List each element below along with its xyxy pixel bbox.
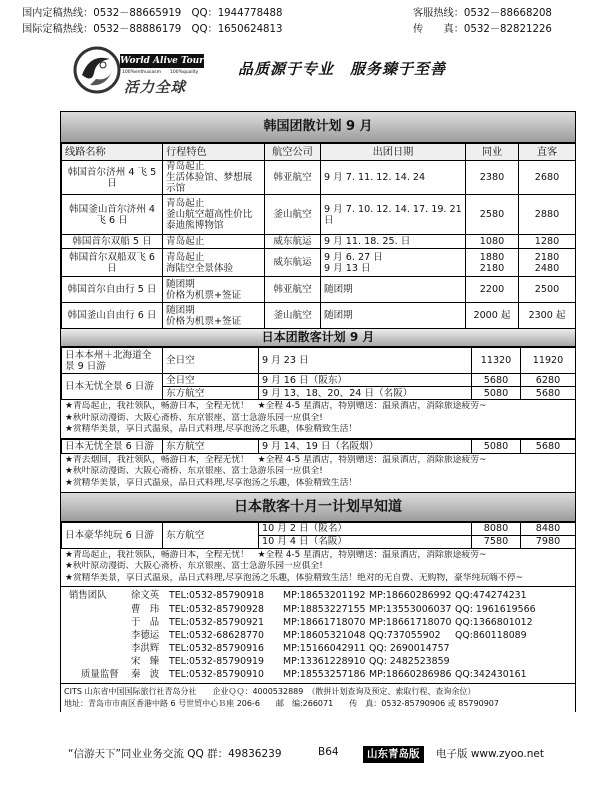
trade-price: 1080 [466,235,519,249]
qq-group: “信游天下”同业业务交流 QQ 群：49836239 [68,748,282,760]
airline: 韩亚航空 [265,161,321,195]
contact-tel: TEL:0532-85790919 [169,656,264,668]
note-line: ★赏精华美景，享日式温泉，品日式料理,尽享泡汤之乐趣，体验精致生活！ [65,477,358,488]
note-line: ★赏精华美景，享日式温泉，品日式料理,尽享泡汤之乐趣，体验精致生活！ [65,424,358,435]
departure-dates: 9 月 11. 18. 25. 日 [321,235,466,249]
contact-row [65,642,575,655]
contact-row [65,655,575,668]
hotlines [22,6,582,38]
korea-table [61,143,576,329]
japan10-section-title: 日本散客十月一计划早知道 [61,493,575,522]
departure-dates: 随团期 [321,277,466,303]
airline: 全日空 [163,374,259,387]
airline: 全日空 [163,348,259,374]
trade-price: 1880 2180 [466,249,519,277]
contact-name: 曹 玮 [131,603,160,615]
domestic-hotline: 国内定稿热线：0532－88665919 QQ：1944778488 [22,8,283,19]
logo-chinese: 活力全球 [124,80,186,96]
table-row [62,522,576,535]
header-airline: 航空公司 [265,144,321,161]
contact-mobile: MP:13361228910 [283,656,366,668]
contact-mobile: MP:18605321048 [283,629,366,641]
contact-mobile-2: MP:13553006037 [369,603,452,615]
contact-qq-1: QQ:737055902 [369,629,441,641]
note-line: ★秋叶原动漫街、大阪心斋桥、东京银座、富士急游乐园一应俱全! [65,412,323,423]
route-name: 韩国釜山自由行 6 日 [62,303,163,329]
sales-team-label: 销售团队 [69,590,107,602]
service-hotline: 客服热线：0532－88668208 [413,8,552,19]
korea-section-title: 韩国团散计划 9 月 [61,112,575,143]
departure-dates: 9 月 16 日（阪东） [259,374,472,387]
table-row [62,439,576,453]
main-content [60,111,576,712]
logo-tagline: 100%enthusiasm 100%quality [122,70,199,75]
contact-tel: TEL:0532-85790918 [169,590,264,602]
contact-tel: TEL:0532-68628770 [169,629,264,641]
departure-dates: 随团期 [321,303,466,329]
retail-price: 7980 [521,535,576,548]
contact-mobile: MP:18653201192 [283,590,366,602]
contact-row [65,589,575,602]
international-hotline: 国际定稿热线：0532－88886179 QQ：1650624813 [22,24,283,35]
note-line: ★青去烟回，我社领队，畅游日本，全程无忧！ ★全程 4-5 星酒店，特别赠送：温泉酒店，消除旅途疲劳~ [65,454,487,465]
retail-price: 2680 [519,161,576,195]
contact-tel: TEL:0532-85790928 [169,603,264,615]
table-row [62,374,576,387]
departure-dates: 10 月 4 日（名阪） [259,535,472,548]
contact-row [65,603,575,616]
contact-mobile-2: MP:18661718070 [369,616,452,628]
edition-badge: 山东青岛版 [363,746,424,763]
trade-price: 7580 [472,535,521,548]
logo [70,43,230,99]
table-row [62,195,576,235]
airline: 韩亚航空 [265,277,321,303]
contact-qq: QQ:474274231 [455,590,527,602]
japan9-table-2 [61,439,576,454]
route-feature: 青岛起止 釜山航空超高性价比 泰迪熊博物馆 [163,195,265,235]
japan9-table [61,347,576,400]
departure-dates: 9 月 13、18、20、24 日（名阪） [259,387,472,400]
retail-price: 5680 [521,387,576,400]
header-dates: 出团日期 [321,144,466,161]
route-name: 日本无忧全景 6 日游 [62,374,163,400]
supervisor-label: 质量监督 [81,669,119,681]
page [10,0,585,794]
page-bottom-bar [68,744,574,762]
table-row [62,348,576,374]
route-feature: 青岛起止 [163,235,265,249]
note-line: ★青岛起止，我社领队，畅游日本，全程无忧！ ★全程 4-5 星酒店，特别赠送：温泉酒店，消除旅途疲劳~ [65,401,487,411]
website: 电子版 www.zyoo.net [436,748,544,760]
table-row [62,249,576,277]
airline: 釜山航空 [265,303,321,329]
table-row [62,235,576,249]
airline: 釜山航空 [265,195,321,235]
logo-english: World Alive Tour [120,56,204,66]
airline: 威东航运 [265,249,321,277]
route-name: 日本无忧全景 6 日游 [62,439,163,453]
route-name: 日本本州＋北海道全景 9 日游 [62,348,163,374]
departure-dates: 9 月 6. 27 日 9 月 13 日 [321,249,466,277]
contact-row [65,629,575,642]
retail-price: 2180 2480 [519,249,576,277]
trade-price: 5080 [472,439,521,453]
trade-price: 5080 [472,387,521,400]
contact-name: 徐文英 [131,590,160,602]
retail-price: 2880 [519,195,576,235]
contact-mobile: MP:18553257186 [283,669,366,681]
header-feature: 行程特色 [163,144,265,161]
contact-mobile-2: MP:18660286986 [369,669,452,681]
note-line: ★秋叶原动漫街、大阪心斋桥、东京银座、富士急游乐园一应俱全! [65,466,323,477]
retail-price: 5680 [521,439,576,453]
header-retail: 直客 [519,144,576,161]
japan10-table [61,522,576,549]
route-name: 韩国首尔自由行 5 日 [62,277,163,303]
retail-price: 11920 [521,348,576,374]
contact-qq-1: QQ: 2482523859 [369,656,450,668]
trade-price: 2580 [466,195,519,235]
contact-row [65,616,575,629]
header-trade: 同业 [466,144,519,161]
japan9-section-title: 日本团散客计划 9 月 [61,329,575,347]
note-line: ★赏精华美景，享日式温泉，品日式料理,尽享泡汤之乐趣，体验精致生活！绝对的无自费、无购物，豪华纯玩嗨不停~ [65,572,523,583]
retail-price: 2500 [519,277,576,303]
trade-price: 2000 起 [466,303,519,329]
trade-price: 8080 [472,522,521,535]
airline: 东方航空 [163,439,259,453]
route-name: 韩国釜山首尔济州 4 飞 6 日 [62,195,163,235]
contact-row [65,668,575,681]
slogan: 品质源于专业 服务臻于至善 [238,60,447,78]
airline: 东方航空 [163,387,259,400]
route-name: 日本豪华纯玩 6 日游 [62,522,163,548]
contact-tel: TEL:0532-85790921 [169,616,264,628]
brand-header [70,43,562,99]
retail-price: 1280 [519,235,576,249]
company-line: CITS 山东省中国国际旅行社青岛分社 企业ＱＱ：4000532889 （散拼计划查询及预定、索取行程、查询余位） [64,686,476,696]
departure-dates: 9 月 7. 11. 12. 14. 24 [321,161,466,195]
swirl-logo-icon [72,45,122,95]
contact-name: 秦 波 [131,669,160,681]
contact-tel: TEL:0532-85790916 [169,643,264,655]
table-row [62,161,576,195]
route-name: 韩国首尔双船双飞 6 日 [62,249,163,277]
retail-price: 6280 [521,374,576,387]
address-line: 地址：青岛市市南区香港中路 6 号世贸中心Ｂ座 206-6 邮 编:266071 传 真：0532-85790906 或 85790907 [64,698,499,708]
trade-price: 11320 [472,348,521,374]
table-row [62,303,576,329]
trade-price: 2380 [466,161,519,195]
departure-dates: 9 月 14、19 日（名阪烟） [259,439,472,453]
retail-price: 8480 [521,522,576,535]
header-route: 线路名称 [62,144,163,161]
route-feature: 随团期 价格为机票+签证 [163,277,265,303]
departure-dates: 10 月 2 日（阪名） [259,522,472,535]
contact-name: 李德运 [131,629,160,641]
korea-header-row [62,144,576,161]
contact-qq: QQ: 1961619566 [455,603,536,615]
note-line: ★秋叶原动漫街、大阪心斋桥、东京银座、富士急游乐园一应俱全! [65,561,323,572]
japan9-notes-2 [61,454,575,493]
trade-price: 2200 [466,277,519,303]
japan9-notes [61,400,575,439]
contact-name: 李洪辉 [131,643,160,655]
route-name: 韩国首尔双船 5 日 [62,235,163,249]
route-feature: 随团期 价格为机票+签证 [163,303,265,329]
fax-number: 传 真：0532－82821226 [413,24,552,35]
departure-dates: 9 月 7. 10. 12. 14. 17. 19. 21 日 [321,195,466,235]
departure-dates: 9 月 23 日 [259,348,472,374]
contact-qq: QQ:1366801012 [455,616,533,628]
contact-qq-1: QQ: 2690014757 [369,643,450,655]
route-feature: 青岛起止 海陆空全景体验 [163,249,265,277]
contact-mobile-2: MP:18660286992 [369,590,452,602]
contact-qq: QQ:342430161 [455,669,527,681]
airline: 威东航运 [265,235,321,249]
contact-mobile: MP:18853227155 [283,603,366,615]
contact-qq: QQ:860118089 [455,629,527,641]
contact-mobile: MP:15166042911 [283,643,366,655]
page-number: B64 [318,746,339,758]
contact-name: 于 品 [131,616,160,628]
sales-team [61,587,575,683]
company-footer [61,684,575,712]
contact-tel: TEL:0532-85790910 [169,669,264,681]
retail-price: 2300 起 [519,303,576,329]
japan10-notes [61,549,575,588]
airline: 东方航空 [163,522,259,548]
contact-name: 宋 臻 [131,656,160,668]
trade-price: 5680 [472,374,521,387]
table-row [62,277,576,303]
contact-mobile: MP:18661718070 [283,616,366,628]
route-name: 韩国首尔济州 4 飞 5 日 [62,161,163,195]
route-feature: 青岛起止 生活体验馆、梦想展示馆 [163,161,265,195]
note-line: ★青岛起止，我社领队，畅游日本，全程无忧！ ★全程 4-5 星酒店，特别赠送：温泉酒店，消除旅途疲劳~ [65,549,487,560]
